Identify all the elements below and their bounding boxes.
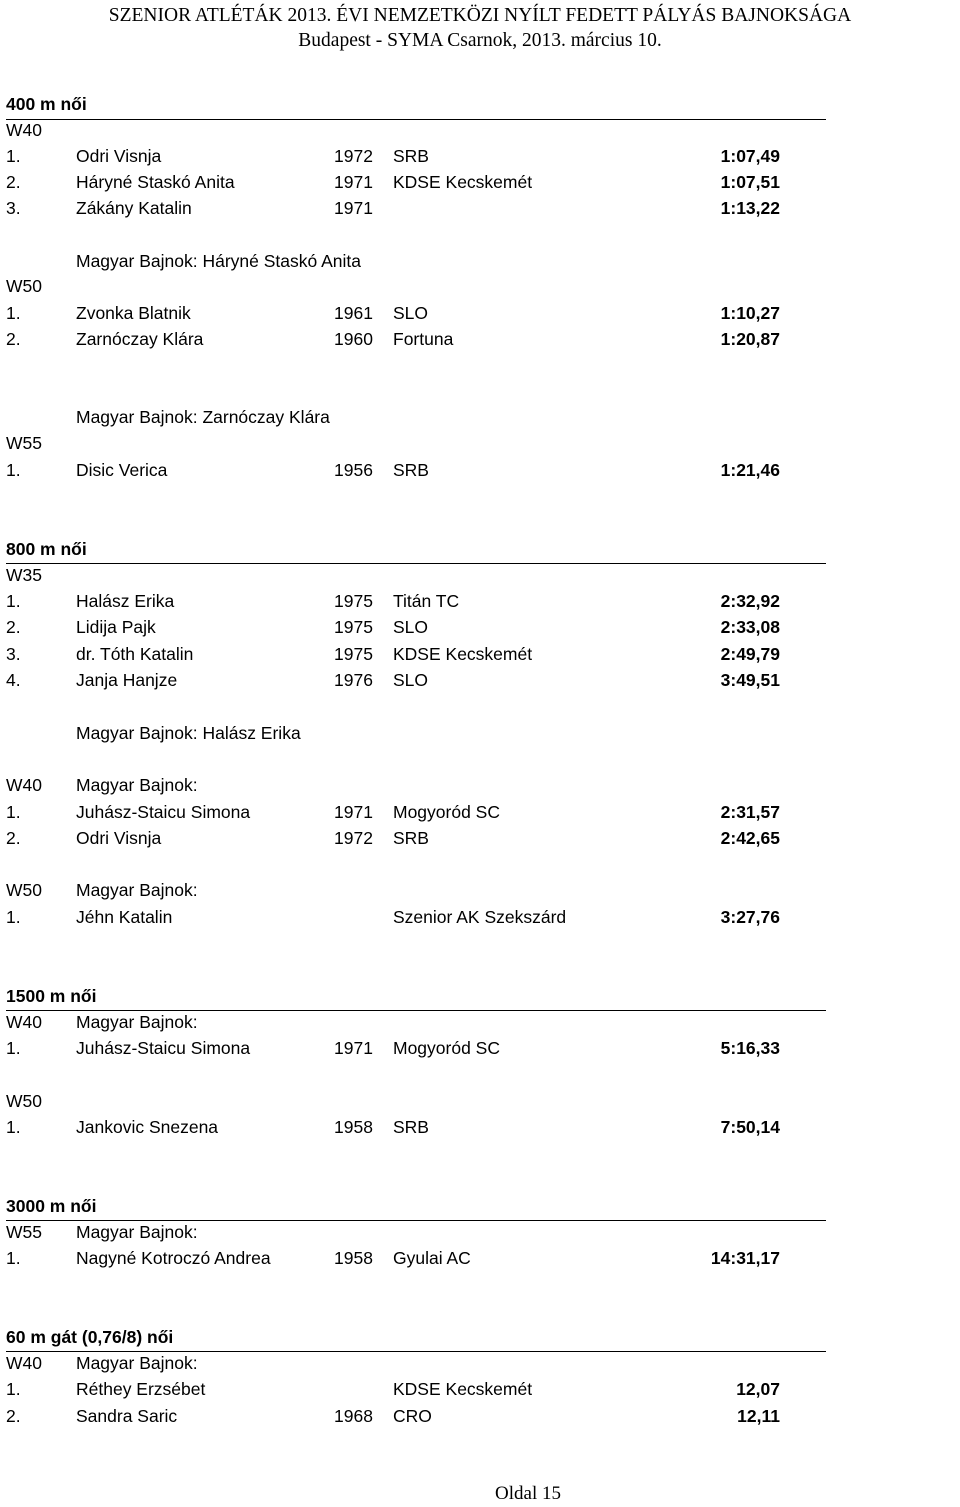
athlete-name: Janja Hanjze — [76, 670, 178, 690]
birth-year: 1961 — [334, 303, 373, 323]
club: Titán TC — [393, 591, 460, 611]
result-time: 7:50,14 — [720, 1117, 780, 1137]
place: 4. — [6, 670, 21, 690]
place: 1. — [6, 591, 21, 611]
club: SRB — [393, 460, 429, 480]
result-time: 1:21,46 — [720, 460, 780, 480]
club: SRB — [393, 828, 429, 848]
athlete-name: Jankovic Snezena — [76, 1117, 219, 1137]
place: 1. — [6, 303, 21, 323]
birth-year: 1972 — [334, 828, 373, 848]
result-time: 2:31,57 — [720, 802, 780, 822]
club: Mogyoród SC — [393, 802, 500, 822]
section-divider — [6, 1351, 826, 1352]
place: 2. — [6, 1406, 21, 1426]
club: KDSE Kecskemét — [393, 1379, 533, 1399]
club: SLO — [393, 303, 429, 323]
category-label: W55 — [6, 1222, 42, 1242]
result-time: 2:49,79 — [720, 644, 780, 664]
category-label: W40 — [6, 775, 42, 795]
club: Fortuna — [393, 329, 454, 349]
athlete-name: Disic Verica — [76, 460, 168, 480]
event-title: 1500 m női — [6, 986, 97, 1006]
category-label: W50 — [6, 880, 42, 900]
event-title: 800 m női — [6, 539, 87, 559]
category-label: W40 — [6, 1012, 42, 1032]
result-time: 3:27,76 — [720, 907, 780, 927]
champion-note: Magyar Bajnok: — [76, 880, 198, 900]
birth-year: 1971 — [334, 802, 373, 822]
document-title: SZENIOR ATLÉTÁK 2013. ÉVI NEMZETKÖZI NYÍLT FEDETT PÁLYÁS BAJNOKSÁGA — [108, 5, 852, 26]
place: 1. — [6, 146, 21, 166]
birth-year: 1971 — [334, 1038, 373, 1058]
place: 2. — [6, 617, 21, 637]
place: 3. — [6, 198, 21, 218]
event-title: 3000 m női — [6, 1196, 97, 1216]
champion-note: Magyar Bajnok: — [76, 1222, 198, 1242]
club: KDSE Kecskemét — [393, 172, 533, 192]
birth-year: 1968 — [334, 1406, 373, 1426]
athlete-name: Odri Visnja — [76, 146, 162, 166]
place: 2. — [6, 172, 21, 192]
place: 2. — [6, 329, 21, 349]
place: 1. — [6, 1038, 21, 1058]
athlete-name: dr. Tóth Katalin — [76, 644, 194, 664]
place: 1. — [6, 1379, 21, 1399]
section-divider — [6, 119, 826, 120]
athlete-name: Juhász-Staicu Simona — [76, 802, 251, 822]
place: 1. — [6, 460, 21, 480]
athlete-name: Odri Visnja — [76, 828, 162, 848]
page-number: Oldal 15 — [495, 1483, 561, 1504]
event-title: 60 m gát (0,76/8) női — [6, 1327, 174, 1347]
athlete-name: Nagyné Kotroczó Andrea — [76, 1248, 271, 1268]
result-time: 2:32,92 — [720, 591, 780, 611]
place: 1. — [6, 1117, 21, 1137]
birth-year: 1958 — [334, 1248, 373, 1268]
birth-year: 1960 — [334, 329, 373, 349]
place: 1. — [6, 802, 21, 822]
place: 3. — [6, 644, 21, 664]
athlete-name: Sandra Saric — [76, 1406, 178, 1426]
event-title: 400 m női — [6, 94, 87, 114]
result-time: 1:07,49 — [720, 146, 780, 166]
birth-year: 1975 — [334, 617, 373, 637]
champion-note: Magyar Bajnok: — [76, 1012, 198, 1032]
result-time: 1:07,51 — [720, 172, 780, 192]
birth-year: 1972 — [334, 146, 373, 166]
result-time: 3:49,51 — [720, 670, 780, 690]
athlete-name: Lidija Pajk — [76, 617, 156, 637]
birth-year: 1956 — [334, 460, 373, 480]
athlete-name: Juhász-Staicu Simona — [76, 1038, 251, 1058]
club: SLO — [393, 617, 429, 637]
club: CRO — [393, 1406, 432, 1426]
birth-year: 1971 — [334, 198, 373, 218]
birth-year: 1971 — [334, 172, 373, 192]
result-time: 12,11 — [737, 1406, 780, 1426]
section-divider — [6, 1010, 826, 1011]
athlete-name: Zarnóczay Klára — [76, 329, 204, 349]
athlete-name: Zákány Katalin — [76, 198, 192, 218]
category-label: W50 — [6, 276, 42, 296]
birth-year: 1975 — [334, 644, 373, 664]
champion-note: Magyar Bajnok: Halász Erika — [76, 723, 301, 743]
birth-year: 1976 — [334, 670, 373, 690]
result-time: 1:10,27 — [720, 303, 780, 323]
section-divider — [6, 1220, 826, 1221]
category-label: W55 — [6, 433, 42, 453]
champion-note: Magyar Bajnok: — [76, 1353, 198, 1373]
birth-year: 1958 — [334, 1117, 373, 1137]
place: 2. — [6, 828, 21, 848]
category-label: W40 — [6, 120, 42, 140]
result-time: 1:20,87 — [720, 329, 780, 349]
section-divider — [6, 563, 826, 564]
athlete-name: Réthey Erzsébet — [76, 1379, 206, 1399]
result-time: 2:42,65 — [720, 828, 780, 848]
champion-note: Magyar Bajnok: Zarnóczay Klára — [76, 407, 330, 427]
result-time: 12,07 — [736, 1379, 780, 1399]
club: SLO — [393, 670, 429, 690]
place: 1. — [6, 907, 21, 927]
club: Szenior AK Szekszárd — [393, 907, 567, 927]
place: 1. — [6, 1248, 21, 1268]
champion-note: Magyar Bajnok: Háryné Staskó Anita — [76, 251, 362, 271]
result-time: 1:13,22 — [720, 198, 780, 218]
category-label: W40 — [6, 1353, 42, 1373]
club: SRB — [393, 146, 429, 166]
club: Gyulai AC — [393, 1248, 471, 1268]
birth-year: 1975 — [334, 591, 373, 611]
club: KDSE Kecskemét — [393, 644, 533, 664]
result-time: 14:31,17 — [710, 1248, 780, 1268]
category-label: W50 — [6, 1091, 42, 1111]
club: SRB — [393, 1117, 429, 1137]
category-label: W35 — [6, 565, 42, 585]
athlete-name: Halász Erika — [76, 591, 175, 611]
athlete-name: Háryné Staskó Anita — [76, 172, 235, 192]
result-time: 5:16,33 — [720, 1038, 780, 1058]
athlete-name: Jéhn Katalin — [76, 907, 173, 927]
athlete-name: Zvonka Blatnik — [76, 303, 191, 323]
champion-note: Magyar Bajnok: — [76, 775, 198, 795]
club: Mogyoród SC — [393, 1038, 500, 1058]
document-subtitle: Budapest - SYMA Csarnok, 2013. március 10. — [298, 30, 662, 51]
result-time: 2:33,08 — [720, 617, 780, 637]
